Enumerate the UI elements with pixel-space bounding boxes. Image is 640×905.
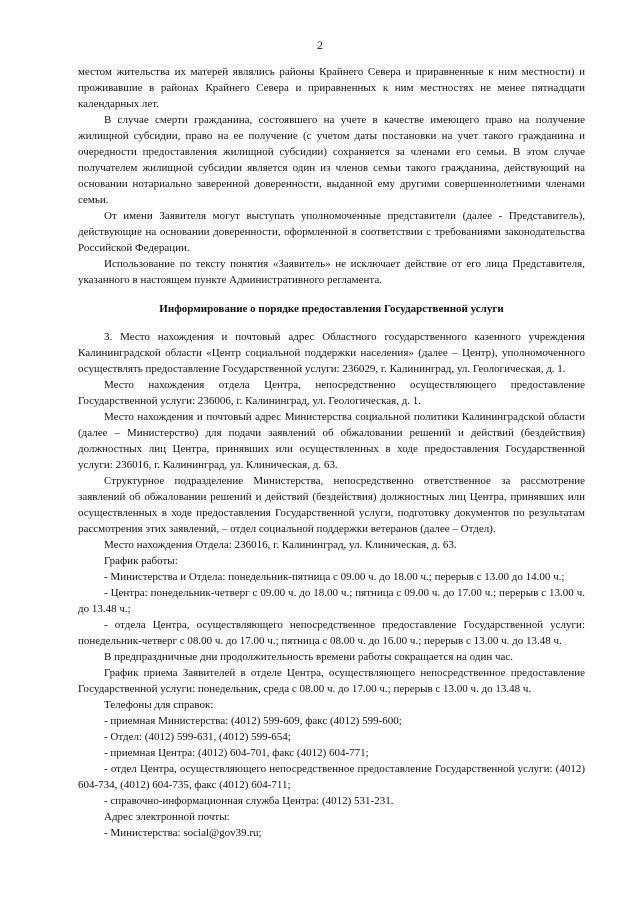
phone-department: - Отдел: (4012) 599-631, (4012) 599-654; — [104, 731, 291, 743]
paragraph-applicant-term: Использование по тексту понятия «Заявитель» не исключает действие от его лица Представителя, указанного в настоящем пункте Административного регламента. — [78, 258, 585, 286]
schedule-center: - Центра: понедельник-четверг с 09.00 ч. до 18.00 ч.; пятница с 09.00 ч. до 17.00 ч.; перерыв с 13.00 ч. до 13.48 ч.; — [78, 587, 585, 615]
section-heading: Информирование о порядке предоставления Государственной услуги — [159, 303, 504, 315]
schedule-ministry: - Министерства и Отдела: понедельник-пятница с 09.00 ч. до 18.00 ч.; перерыв с 13.00 до 14.00 ч.; — [104, 571, 565, 583]
page-number: 2 — [317, 38, 323, 52]
schedule-center-department: - отдела Центра, осуществляющего непосредственное предоставление Государственной услуги: понедельник-четверг с 08.00 ч. до 17.00 ч.; пятница с 08.00 ч. до 16.00 ч.; перерыв с 13.00 ч. до 13.48 ч. — [78, 619, 585, 647]
paragraph-reception-schedule: График приема Заявителей в отделе Центра, осуществляющего непосредственное предоставление Государственной услуги: понедельник, среда с 08.00 ч. до 17.00 ч.; перерыв с 13.00 ч. до 13.48 ч. — [78, 667, 585, 695]
phone-ministry: - приемная Министерства: (4012) 599-609, факс (4012) 599-600; — [104, 715, 402, 727]
paragraph-ministry-address: Место нахождения и почтовый адрес Министерства социальной политики Калининградской области (далее – Министерство) для подачи заявлений об обжаловании решений и действий (бездействия) должностных лиц Центра, принявших или осуществленных в ходе предоставления Государственной услуги: 236016, г. Калининград, ул. Клиническая, д. 63. — [78, 411, 585, 471]
paragraph-center-address: 3. Место нахождения и почтовый адрес Областного государственного казенного учреждения Калининградской области «Центр социальной поддержки населения» (далее – Центр), уполномоченного осуществлять предоставление Государственной услуги: 236029, г. Калининград, ул. Геологическая, д. 1. — [78, 331, 585, 375]
paragraph-death-of-citizen: В случае смерти гражданина, состоявшего на учете в качестве имеющего право на получение жилищной субсидии, право на ее получение (с учетом даты постановки на учет такого гражданина и очередности предоставления жилищной субсидии) сохраняется за членами его семьи. В этом случае получателем жилищной субсидии является один из членов семьи такого гражданина, действующий на основании нотариально заверенной доверенности, выданной ему другими совершеннолетними членами семьи. — [78, 114, 585, 206]
phone-center-department: - отдел Центра, осуществляющего непосредственное предоставление Государственной услуги: (4012) 604-734, (4012) 604-735, факс (4012) 604-711; — [78, 763, 585, 791]
paragraph-holiday-note: В предпраздничные дни продолжительность времени работы сокращается на один час. — [104, 651, 514, 663]
paragraph-department-location: Место нахождения отдела Центра, непосредственно осуществляющего предоставление Государственной услуги: 236006, г. Калининград, ул. Геологическая, д. 1. — [78, 379, 585, 407]
paragraph-phones-title: Телефоны для справок: — [104, 699, 214, 711]
phone-center-reception: - приемная Центра: (4012) 604-701, факс (4012) 604-771; — [104, 747, 369, 759]
paragraph-continuation: местом жительства их матерей являлись районы Крайнего Севера и приравненные к ним местности) и проживавшие в районах Крайнего Севера и приравненных к ним местностях не менее пятнадцати календарных лет. — [78, 66, 585, 110]
paragraph-email-title: Адрес электронной почты: — [104, 811, 230, 823]
email-ministry: - Министерства: social@gov39.ru; — [104, 827, 262, 839]
document-body — [78, 64, 585, 841]
paragraph-structural-unit: Структурное подразделение Министерства, непосредственно ответственное за рассмотрение заявлений об обжаловании решений и действий (бездействия) должностных лиц Центра, принявших или осуществленных в ходе предоставления Государственной услуги, подготовку документов по результатам рассмотрения этих заявлений, – отдел социальной поддержки ветеранов (далее – Отдел). — [78, 475, 585, 535]
paragraph-representative: От имени Заявителя могут выступать уполномоченные представители (далее - Представитель), действующие на основании доверенности, оформленной в соответствии с требованиями законодательства Российской Федерации. — [78, 210, 585, 254]
paragraph-unit-location: Место нахождения Отдела: 236016, г. Калининград, ул. Клиническая, д. 63. — [104, 539, 457, 551]
paragraph-schedule-title: График работы: — [104, 555, 178, 567]
phone-info-service: - справочно-информационная служба Центра: (4012) 531-231. — [104, 795, 394, 807]
